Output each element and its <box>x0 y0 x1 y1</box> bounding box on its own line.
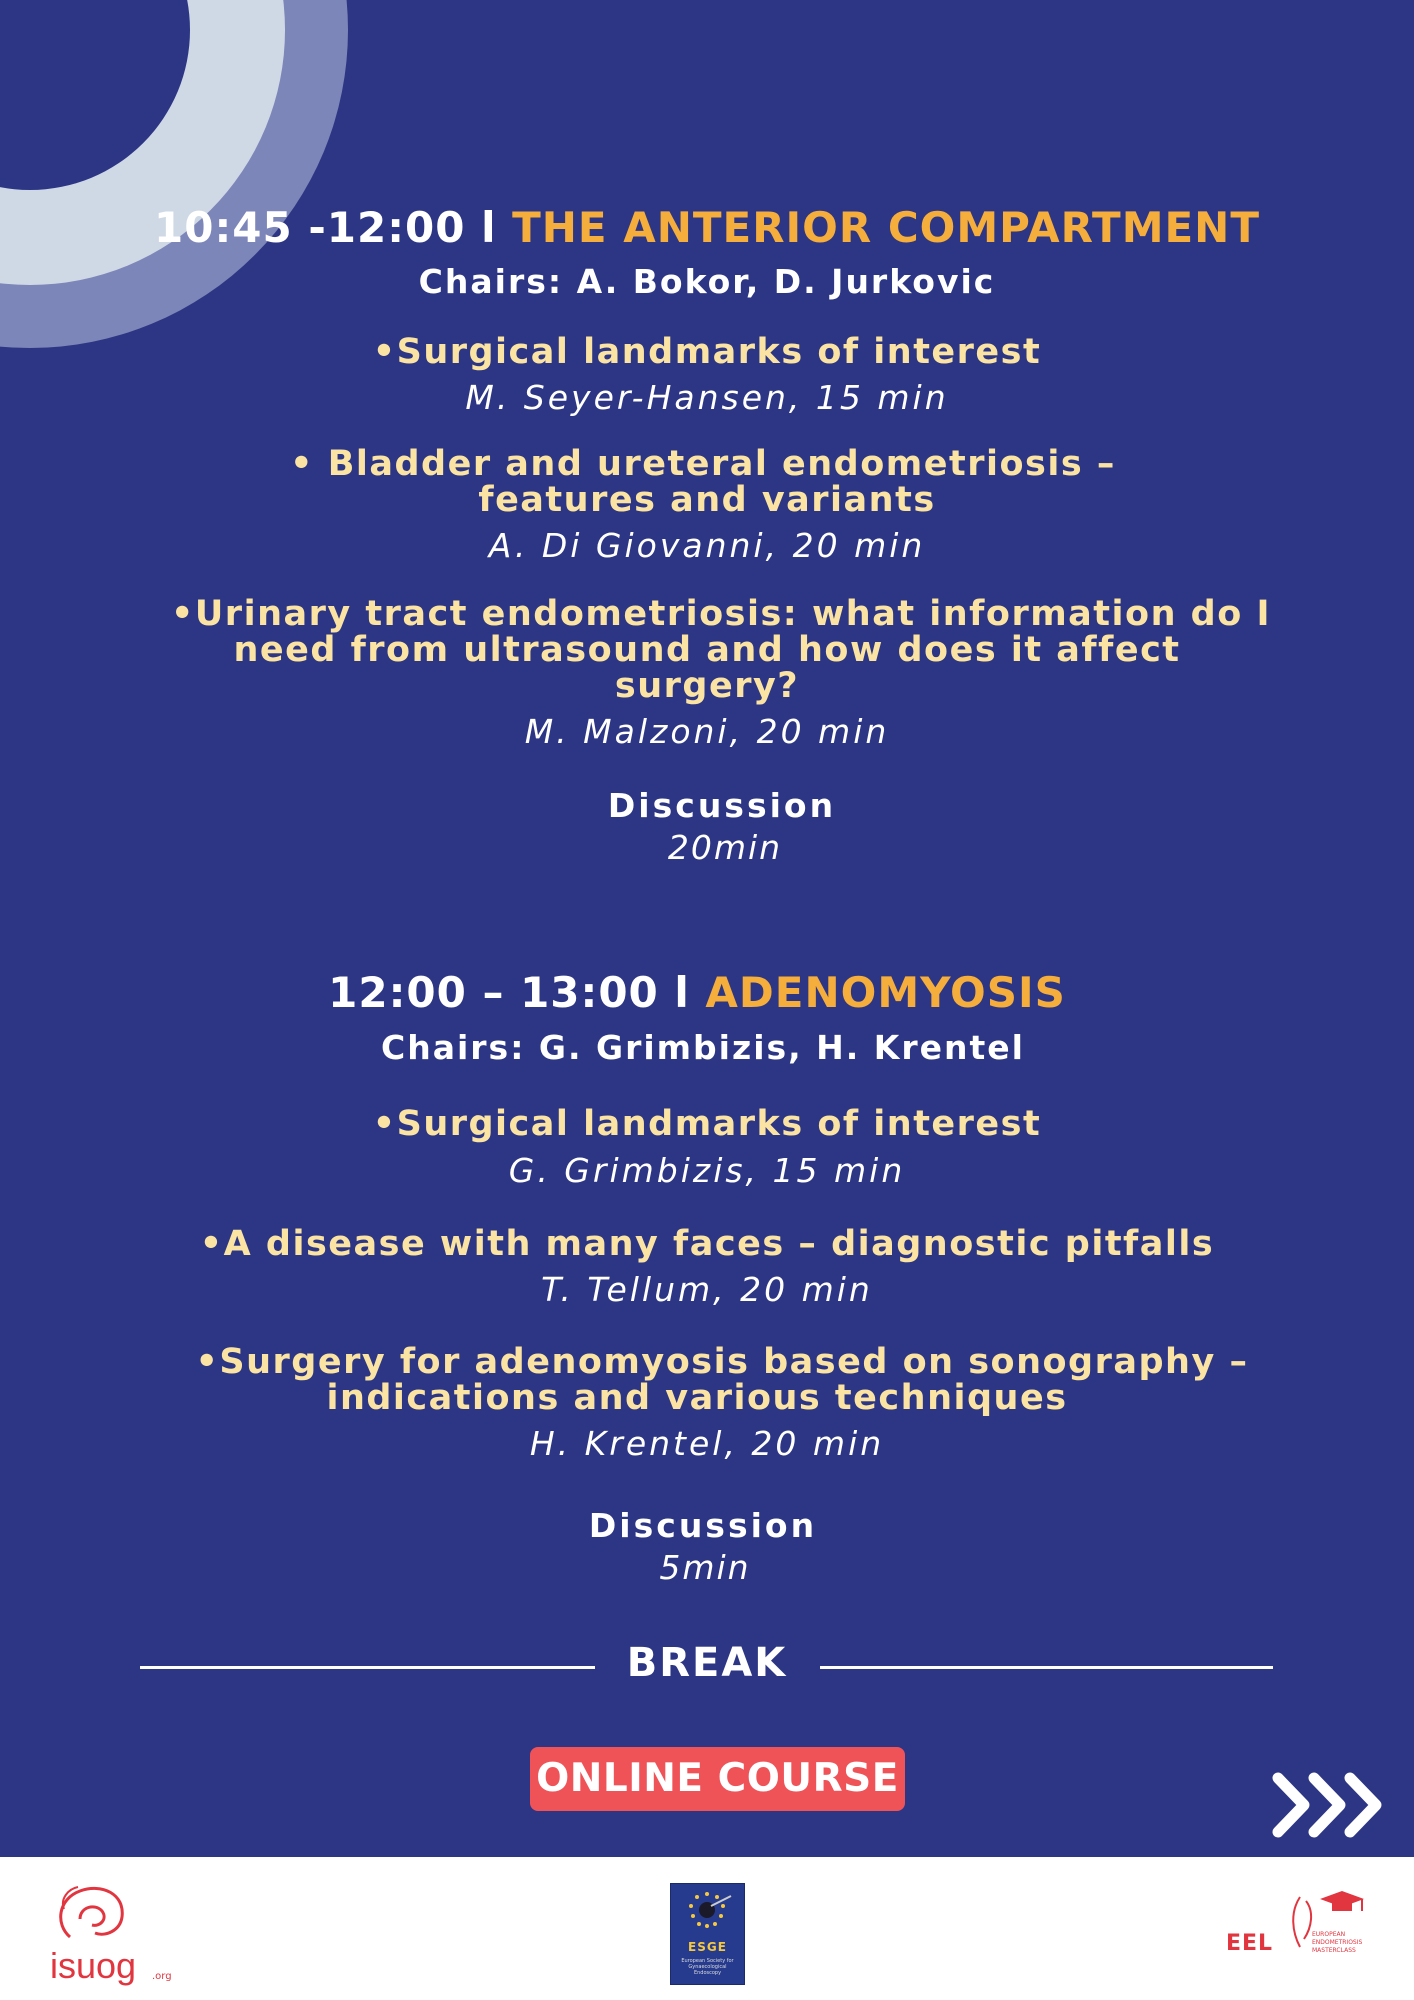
session1-talk3-title-line2: need from ultrasound and how does it affect <box>233 630 1181 670</box>
isuog-suffix: .org <box>152 1971 172 1982</box>
break-divider <box>0 1640 1414 1690</box>
session1-talk3-title-line3: surgery? <box>614 666 800 706</box>
esge-wordmark: ESGE <box>688 1940 727 1954</box>
session1-discussion-time: 20min <box>667 828 783 867</box>
eel-wordmark: EEL <box>1226 1931 1274 1956</box>
session1-talk3-speaker: M. Malzoni, 20 min <box>524 712 890 751</box>
session1-talk2-title-line2: features and variants <box>478 480 936 520</box>
session1-discussion-label: Discussion <box>607 786 837 825</box>
eel-fulltext: EUROPEAN ENDOMETRIOSIS MASTERCLASS <box>1312 1931 1363 1954</box>
session1-talk1-title: •Surgical landmarks of interest <box>372 332 1042 372</box>
esge-subtitle: European Society for Gynaecological Endoscopy <box>681 1958 734 1976</box>
session1-heading <box>0 203 1414 252</box>
session2-title: ADENOMYOSIS <box>705 968 1066 1017</box>
session2-discussion-label: Discussion <box>588 1506 818 1545</box>
session2-talk3-speaker: H. Krentel, 20 min <box>529 1424 885 1463</box>
esge-stars-icon <box>671 1884 744 1940</box>
session2-heading <box>0 968 1404 1017</box>
session2-talk1-speaker: G. Grimbizis, 15 min <box>508 1151 906 1190</box>
session2-talk1-title: •Surgical landmarks of interest <box>372 1104 1042 1144</box>
session1-talk2-title-line1: • Bladder and ureteral endometriosis – <box>290 444 1116 484</box>
session2-talk2-title: •A disease with many faces – diagnostic pitfalls <box>199 1224 1215 1264</box>
session1-talk2-speaker: A. Di Giovanni, 20 min <box>488 526 926 565</box>
esge-logo[interactable] <box>670 1883 745 1985</box>
online-course-button[interactable]: ONLINE COURSE <box>530 1747 905 1811</box>
session1-title: THE ANTERIOR COMPARTMENT <box>512 203 1260 252</box>
isuog-emblem-icon <box>50 1879 140 1949</box>
break-line-right <box>820 1666 1273 1669</box>
session2-talk3-title-line1: •Surgery for adenomyosis based on sonography – <box>195 1342 1249 1382</box>
session1-talk1-speaker: M. Seyer-Hansen, 15 min <box>465 378 949 417</box>
chevrons-right-icon[interactable] <box>1270 1770 1390 1840</box>
isuog-logo[interactable] <box>50 1879 170 1989</box>
footer-logos <box>0 1857 1414 2000</box>
session1-time: 10:45 -12:00 l <box>154 203 513 252</box>
break-label: BREAK <box>626 1640 788 1686</box>
session2-talk3-title-line2: indications and various techniques <box>326 1378 1068 1418</box>
decorative-circle <box>0 0 360 380</box>
session2-discussion-time: 5min <box>659 1548 751 1587</box>
session2-time: 12:00 – 13:00 l <box>328 968 706 1017</box>
session1-chairs: Chairs: A. Bokor, D. Jurkovic <box>418 262 996 301</box>
session2-talk2-speaker: T. Tellum, 20 min <box>541 1270 873 1309</box>
session1-talk3-title-line1: •Urinary tract endometriosis: what information do I <box>171 594 1271 634</box>
isuog-wordmark: isuog <box>50 1945 137 1986</box>
eel-logo[interactable] <box>1220 1887 1390 1987</box>
session2-chairs: Chairs: G. Grimbizis, H. Krentel <box>380 1028 1025 1067</box>
